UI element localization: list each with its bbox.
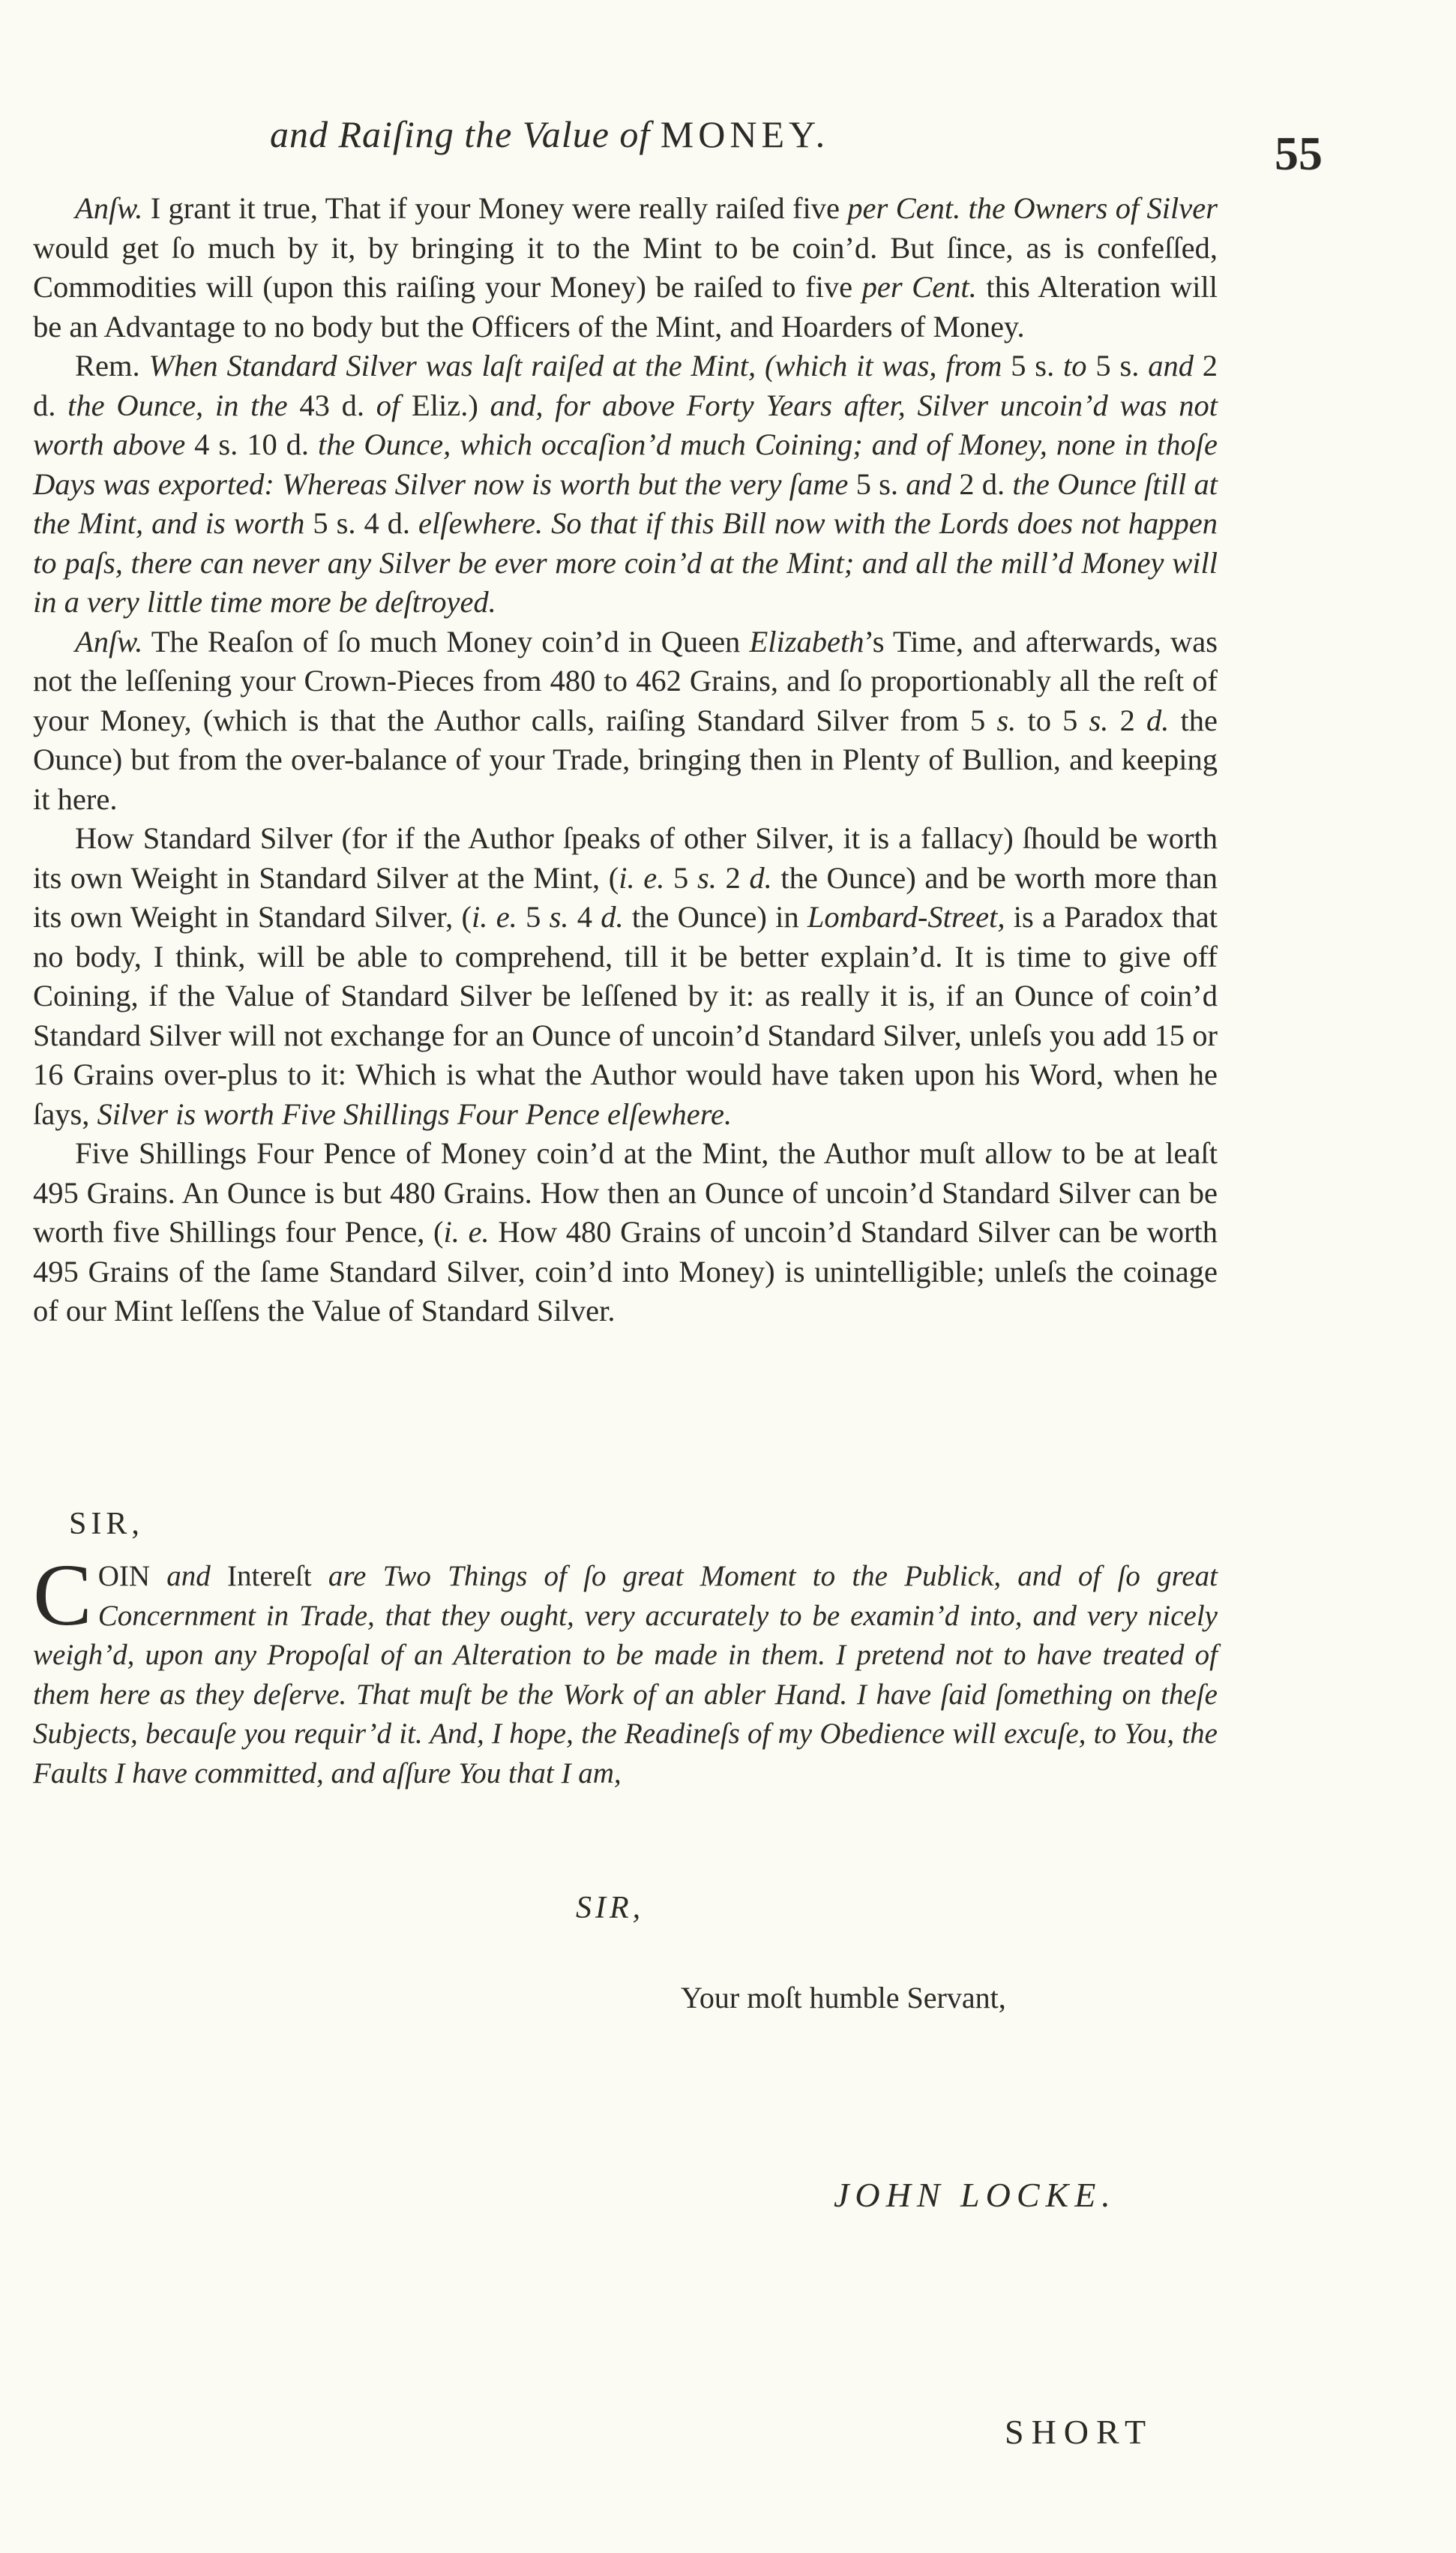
text-run: 5 bbox=[664, 860, 697, 895]
text-run: Eliz.) bbox=[400, 388, 490, 422]
text-run: the Ounce) in bbox=[623, 900, 807, 934]
text-run: 5 bbox=[517, 900, 550, 934]
text-run: s. bbox=[697, 860, 717, 895]
body-paragraph bbox=[33, 622, 1218, 820]
text-run: the Ounce) and be worth more than its own Weight in Standard Silver, ( bbox=[33, 860, 1218, 934]
text-run: the Ounce, in the bbox=[67, 388, 288, 422]
body-text bbox=[33, 189, 1218, 1331]
text-run: i. e. bbox=[619, 860, 665, 895]
text-run: i. e. bbox=[472, 900, 517, 934]
body-paragraph bbox=[33, 819, 1218, 1134]
letter-run: and bbox=[150, 1560, 227, 1592]
text-run: elſewhere. So that if this Bill now with the Lords does not happen to paſs, there can never any Silver be ever more coin’d at the Mint; and all the mill’d Money will in a very little time more be deſtroyed. bbox=[33, 506, 1218, 619]
text-run: s. bbox=[996, 703, 1017, 737]
text-run: The Reaſon of ſo much Money coin’d in Queen bbox=[142, 624, 750, 658]
text-run: ’s Time, and afterwards, was not the leſſening your Crown-Pieces from 480 to 462 Grains, and ſo proportionably all the reſt of your Money, (which is that the Author calls, raiſing Standard Silver from 5 bbox=[33, 624, 1218, 737]
text-run: d. bbox=[1146, 703, 1170, 737]
text-run: 5 s. 4 d. bbox=[304, 506, 419, 540]
text-run: would get ſo much by it, by bringing it to the Mint to be coin’d. But ſince, as is confeſſed, Commodities will (upon this raiſing your Money) be raiſed to five bbox=[33, 230, 1218, 304]
text-run: and bbox=[1148, 349, 1194, 382]
body-paragraph bbox=[33, 1134, 1218, 1331]
text-run: How 480 Grains of uncoin’d Standard Silver can be worth 495 Grains of the ſame Standard Silver, coin’d into Money) is unintelligible; unleſs the coinage of our Mint leſſens the Value of Standard Silver. bbox=[33, 1215, 1218, 1328]
letter-run: are Two Things of ſo great Moment to the Publick, and of ſo great Concernment in Trade, that they ought, very accurately to be examin’d into, and very nicely weigh’d, upon any Propoſal of an Alteration to be made in them. I pretend not to have treated of them here as they deſerve. That muſt be the Work of an abler Hand. I have ſaid ſomething on theſe Subjects, becauſe you requir’d it. And, I hope, the Readineſs of my Obedience will excuſe, to You, the Faults I have committed, and aſſure You that I am, bbox=[33, 1560, 1218, 1790]
drop-cap: C bbox=[33, 1546, 92, 1644]
text-run: this Alteration will be an Advantage to no body but the Officers of the Mint, and Hoarders of Money. bbox=[33, 270, 1218, 344]
text-run: How Standard Silver (for if the Author ſpeaks of other Silver, it is a fallacy) ſhould be worth its own Weight in Standard Silver at the Mint, ( bbox=[33, 821, 1218, 895]
running-head-title: and Raiſing the Value of bbox=[270, 113, 651, 155]
closing-sir: SIR, bbox=[576, 1891, 645, 1925]
letter-text bbox=[33, 1546, 1218, 1793]
text-run: Lombard-Street, bbox=[807, 900, 1005, 934]
catchword: SHORT bbox=[1005, 2413, 1154, 2451]
body-paragraph bbox=[33, 189, 1218, 346]
page-number: 55 bbox=[1275, 127, 1323, 180]
text-run: and, for above Forty Years after, Silver uncoin’d was not worth above bbox=[33, 388, 1218, 461]
text-run: 4 bbox=[568, 900, 601, 934]
salutation: SIR, bbox=[69, 1507, 144, 1541]
text-run: is a Paradox that no body, I think, will be able to comprehend, till it be better explain’d. It is time to give off Coining, if the Value of Standard Silver be leſſened by it: as really it is, if an Ounce of coin’d Standard Silver will not exchange for an Ounce of uncoin’d Standard Silver, unleſs you add 15 or 16 Grains over-plus to it: Which is what the Author would have taken upon his Word, when he ſays, bbox=[33, 900, 1218, 1131]
text-run: the Ounce, which occaſion’d much Coining; and of Money, none in thoſe Days was exported: Whereas Silver now is worth but the very ſame bbox=[33, 428, 1218, 501]
text-run: d. bbox=[601, 900, 624, 934]
text-run: Elizabeth bbox=[749, 624, 864, 658]
text-run: s. bbox=[1089, 703, 1109, 737]
text-run: When Standard Silver was laſt raiſed at the Mint, (which it was, from bbox=[148, 349, 1002, 382]
text-run: the Ounce ſtill at the Mint, and is worth bbox=[33, 466, 1218, 540]
text-run: per Cent. the Owners of Silver bbox=[847, 191, 1218, 225]
letter-paragraph bbox=[33, 1546, 1218, 1793]
text-run: I grant it true, That if your Money were really raiſed five bbox=[142, 191, 848, 225]
letter-run: Intereſt bbox=[227, 1560, 312, 1592]
text-run: 4 s. 10 d. bbox=[185, 428, 318, 461]
text-run: to bbox=[1063, 349, 1087, 382]
text-run: s. bbox=[549, 900, 569, 934]
text-run: d. bbox=[749, 860, 772, 895]
text-run: Anſw. bbox=[75, 191, 143, 225]
text-run: 2 d. bbox=[33, 349, 1218, 422]
text-run: Anſw. bbox=[75, 624, 143, 658]
text-run: and bbox=[906, 466, 952, 501]
text-run: 5 s. bbox=[848, 466, 906, 501]
text-run: the Ounce) but from the over-balance of your Trade, bringing then in Plenty of Bullion, and keeping it here. bbox=[33, 703, 1218, 816]
running-head bbox=[270, 112, 1245, 156]
text-run: 5 s. bbox=[1002, 349, 1064, 382]
letter-body bbox=[33, 1546, 1218, 1790]
text-run: per Cent. bbox=[861, 270, 977, 304]
text-run: 43 d. bbox=[287, 388, 376, 422]
text-run: 2 bbox=[1108, 703, 1146, 737]
text-run: 5 s. bbox=[1086, 349, 1149, 382]
closing-servant: Your moſt humble Servant, bbox=[681, 1981, 1006, 2014]
body-paragraph bbox=[33, 346, 1218, 622]
text-run: 2 d. bbox=[951, 466, 1013, 501]
text-run: to 5 bbox=[1016, 703, 1089, 737]
text-run: 2 bbox=[716, 860, 750, 895]
text-run: i. e. bbox=[443, 1215, 490, 1249]
signature: JOHN LOCKE. bbox=[834, 2176, 1116, 2214]
text-run: of bbox=[376, 388, 400, 422]
letter-caps: OIN bbox=[97, 1560, 151, 1592]
text-run: Silver is worth Five Shillings Four Pence elſewhere. bbox=[97, 1096, 732, 1131]
text-run: Five Shillings Four Pence of Money coin’d at the Mint, the Author muſt allow to be at leaſt 495 Grains. An Ounce is but 480 Grains. How then an Ounce of uncoin’d Standard Silver can be worth five Shillings four Pence, ( bbox=[33, 1136, 1218, 1249]
text-run: Rem. bbox=[75, 349, 149, 382]
running-head-caps: MONEY. bbox=[660, 113, 830, 155]
